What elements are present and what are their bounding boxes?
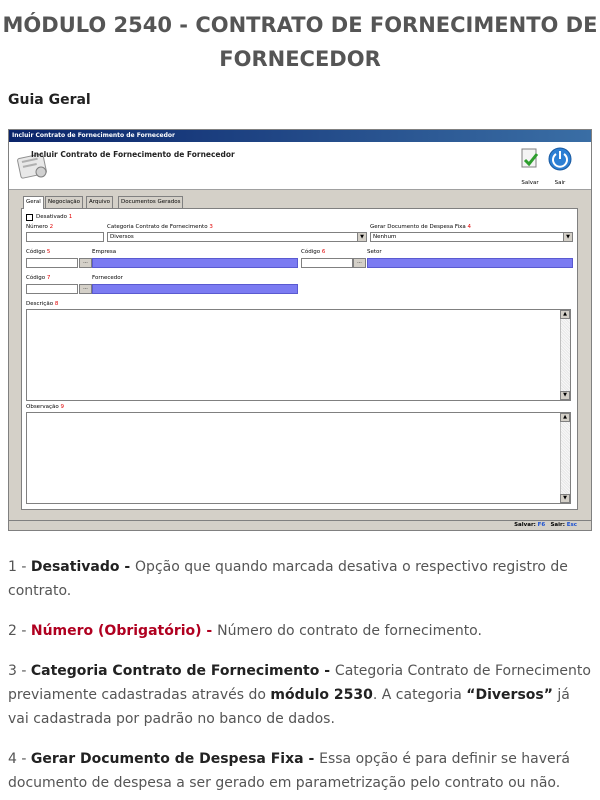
descricao-label: Descrição 8 bbox=[26, 301, 59, 307]
numero-label: Número 2 bbox=[26, 224, 54, 230]
codigo-empresa-input[interactable] bbox=[26, 258, 78, 268]
codigo-fornecedor-label: Código 7 bbox=[26, 275, 51, 281]
codigo-fornecedor-input[interactable] bbox=[26, 284, 78, 294]
scroll-down-icon[interactable]: ▼ bbox=[560, 494, 570, 503]
codigo-empresa-label: Código 5 bbox=[26, 249, 51, 255]
page-title: MÓDULO 2540 - CONTRATO DE FORNECIMENTO DE FORNECEDOR bbox=[2, 13, 598, 71]
descricao-textarea[interactable] bbox=[26, 309, 571, 401]
item-gerar-documento: 4 - Gerar Documento de Despesa Fixa - Essa opção é para definir se haverá documento de despesa a ser gerado em parametrização pelo contrato ou não. bbox=[8, 751, 570, 791]
exit-label: Sair bbox=[554, 180, 566, 186]
item-categoria: 3 - Categoria Contrato de Fornecimento - Categoria Contrato de Fornecimento previamente cadastradas através do módulo 2530. A categoria “Diversos” já vai cadastrada por padrão no banco de dados. bbox=[8, 663, 591, 727]
save-label: Salvar bbox=[521, 180, 539, 186]
item-desativado: 1 - Desativado - Opção que quando marcada desativa o respectivo registro de contrato. bbox=[8, 559, 568, 599]
item-numero: 2 - Número (Obrigatório) - Número do contrato de fornecimento. bbox=[8, 623, 482, 639]
desativado-checkbox[interactable] bbox=[26, 214, 33, 221]
exit-button[interactable] bbox=[545, 146, 575, 186]
save-check-icon bbox=[517, 146, 543, 172]
save-button[interactable] bbox=[515, 146, 545, 186]
gerar-documento-label: Gerar Documento de Despesa Fixa 4 bbox=[370, 224, 472, 230]
power-icon bbox=[547, 146, 573, 172]
window-header-title: Incluir Contrato de Fornecimento de Fornecedor bbox=[31, 150, 235, 159]
numero-input[interactable] bbox=[26, 232, 104, 242]
empresa-field bbox=[92, 258, 298, 268]
categoria-label: Categoria Contrato de Fornecimento 3 bbox=[107, 224, 213, 230]
status-bar: Salvar: F6 Sair: Esc bbox=[9, 520, 591, 530]
tab-geral[interactable]: Geral bbox=[23, 196, 44, 209]
chevron-down-icon: ▼ bbox=[563, 233, 572, 241]
tab-documentos-gerados[interactable]: Documentos Gerados bbox=[118, 196, 183, 208]
tab-negociacao[interactable]: Negociação bbox=[45, 196, 83, 208]
section-title: Guia Geral bbox=[8, 92, 91, 108]
categoria-select[interactable]: Diversos ▼ bbox=[107, 232, 367, 242]
codigo-setor-label: Código 6 bbox=[301, 249, 326, 255]
fornecedor-lookup-button[interactable]: ... bbox=[79, 284, 92, 294]
window-titlebar: Incluir Contrato de Fornecimento de Fornecedor bbox=[9, 130, 591, 142]
window-header bbox=[9, 142, 591, 190]
scroll-up-icon[interactable]: ▲ bbox=[560, 310, 570, 319]
descricao-scrollbar[interactable] bbox=[560, 310, 570, 400]
application-window bbox=[8, 129, 592, 531]
setor-lookup-button[interactable]: ... bbox=[353, 258, 366, 268]
setor-label: Setor bbox=[367, 249, 382, 255]
scroll-up-icon[interactable]: ▲ bbox=[560, 413, 570, 422]
codigo-setor-input[interactable] bbox=[301, 258, 353, 268]
scroll-down-icon[interactable]: ▼ bbox=[560, 391, 570, 400]
empresa-label: Empresa bbox=[92, 249, 117, 255]
gerar-documento-select[interactable]: Nenhum ▼ bbox=[370, 232, 573, 242]
chevron-down-icon: ▼ bbox=[357, 233, 366, 241]
tab-arquivo[interactable]: Arquivo bbox=[86, 196, 113, 208]
observacao-textarea[interactable] bbox=[26, 412, 571, 504]
tab-panel-geral bbox=[21, 208, 578, 510]
desativado-label: Desativado 1 bbox=[36, 214, 73, 220]
setor-field bbox=[367, 258, 573, 268]
observacao-label: Observação 9 bbox=[26, 404, 64, 410]
fornecedor-label: Fornecedor bbox=[92, 275, 123, 281]
fornecedor-field bbox=[92, 284, 298, 294]
empresa-lookup-button[interactable]: ... bbox=[79, 258, 92, 268]
observacao-scrollbar[interactable] bbox=[560, 413, 570, 503]
